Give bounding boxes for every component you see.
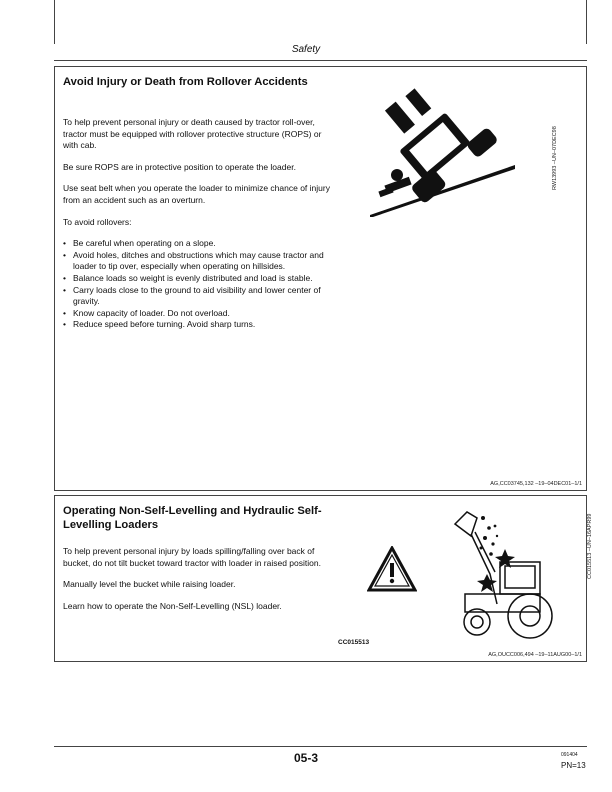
bullet-list <box>63 238 333 331</box>
warning-triangle-icon <box>367 546 417 592</box>
section-title: Avoid Injury or Death from Rollover Accidents <box>63 76 308 88</box>
header-rule <box>54 60 587 61</box>
section-body <box>63 117 333 331</box>
paragraph: Use seat belt when you operate the loader to minimize chance of injury from an accident such as an overturn. <box>63 183 330 205</box>
reference-code: AG,CC03745,132 –19–04DEC01–1/1 <box>490 481 582 487</box>
paragraph: Be sure ROPS are in protective position to operate the loader. <box>63 161 296 172</box>
bullet-item: • Be careful when operating on a slope. <box>63 238 333 250</box>
header-section-title: Safety <box>291 44 321 55</box>
bullet-item: • Carry loads close to the ground to aid visibility and lower center of gravity. <box>63 285 333 308</box>
paragraph: To avoid rollovers: <box>63 216 132 227</box>
page-left-line <box>54 0 55 44</box>
footer-rule <box>54 746 587 747</box>
paragraph: Learn how to operate the Non-Self-Levelling (NSL) loader. <box>63 600 282 611</box>
paragraph: To help prevent personal injury or death caused by tractor roll-over, tractor must be equipped with rollover protective structure (ROPS) or with cab. <box>63 117 322 151</box>
paragraph: To help prevent personal injury by loads spilling/falling over back of bucket, do not tilt bucket toward tractor with loader in raised position. <box>63 546 321 568</box>
bullet-item: • Reduce speed before turning. Avoid sharp turns. <box>63 319 333 331</box>
page-pn: PN=13 <box>561 761 586 770</box>
bullet-item: • Avoid holes, ditches and obstructions which may cause tractor and loader to tip over, especially when operating on hillsides. <box>63 250 333 273</box>
bullet-item: • Know capacity of loader. Do not overload. <box>63 308 333 320</box>
section-body <box>63 546 333 622</box>
tractor-rollover-illustration <box>365 77 515 217</box>
page-right-line <box>586 0 587 44</box>
section-title: Operating Non-Self-Levelling and Hydraulic Self-Levelling Loaders <box>63 505 322 531</box>
paragraph: Manually level the bucket while raising loader. <box>63 579 236 590</box>
reference-code: AG,OUCC006,494 –19–11AUG00–1/1 <box>488 652 582 658</box>
loader-spill-illustration <box>435 504 565 642</box>
figure-code: RW13993 –UN–07DEC98 <box>552 126 558 190</box>
figure-code: CC015513 –UN–16APR99 <box>587 513 593 579</box>
footer-code: 091404 <box>561 752 578 758</box>
rollover-safety-section <box>54 66 587 491</box>
page-number: 05-3 <box>293 751 319 765</box>
loader-levelling-section <box>54 495 593 662</box>
bullet-item: • Balance loads so weight is evenly distributed and load is stable. <box>63 273 333 285</box>
figure-caption: CC015513 <box>338 639 370 646</box>
